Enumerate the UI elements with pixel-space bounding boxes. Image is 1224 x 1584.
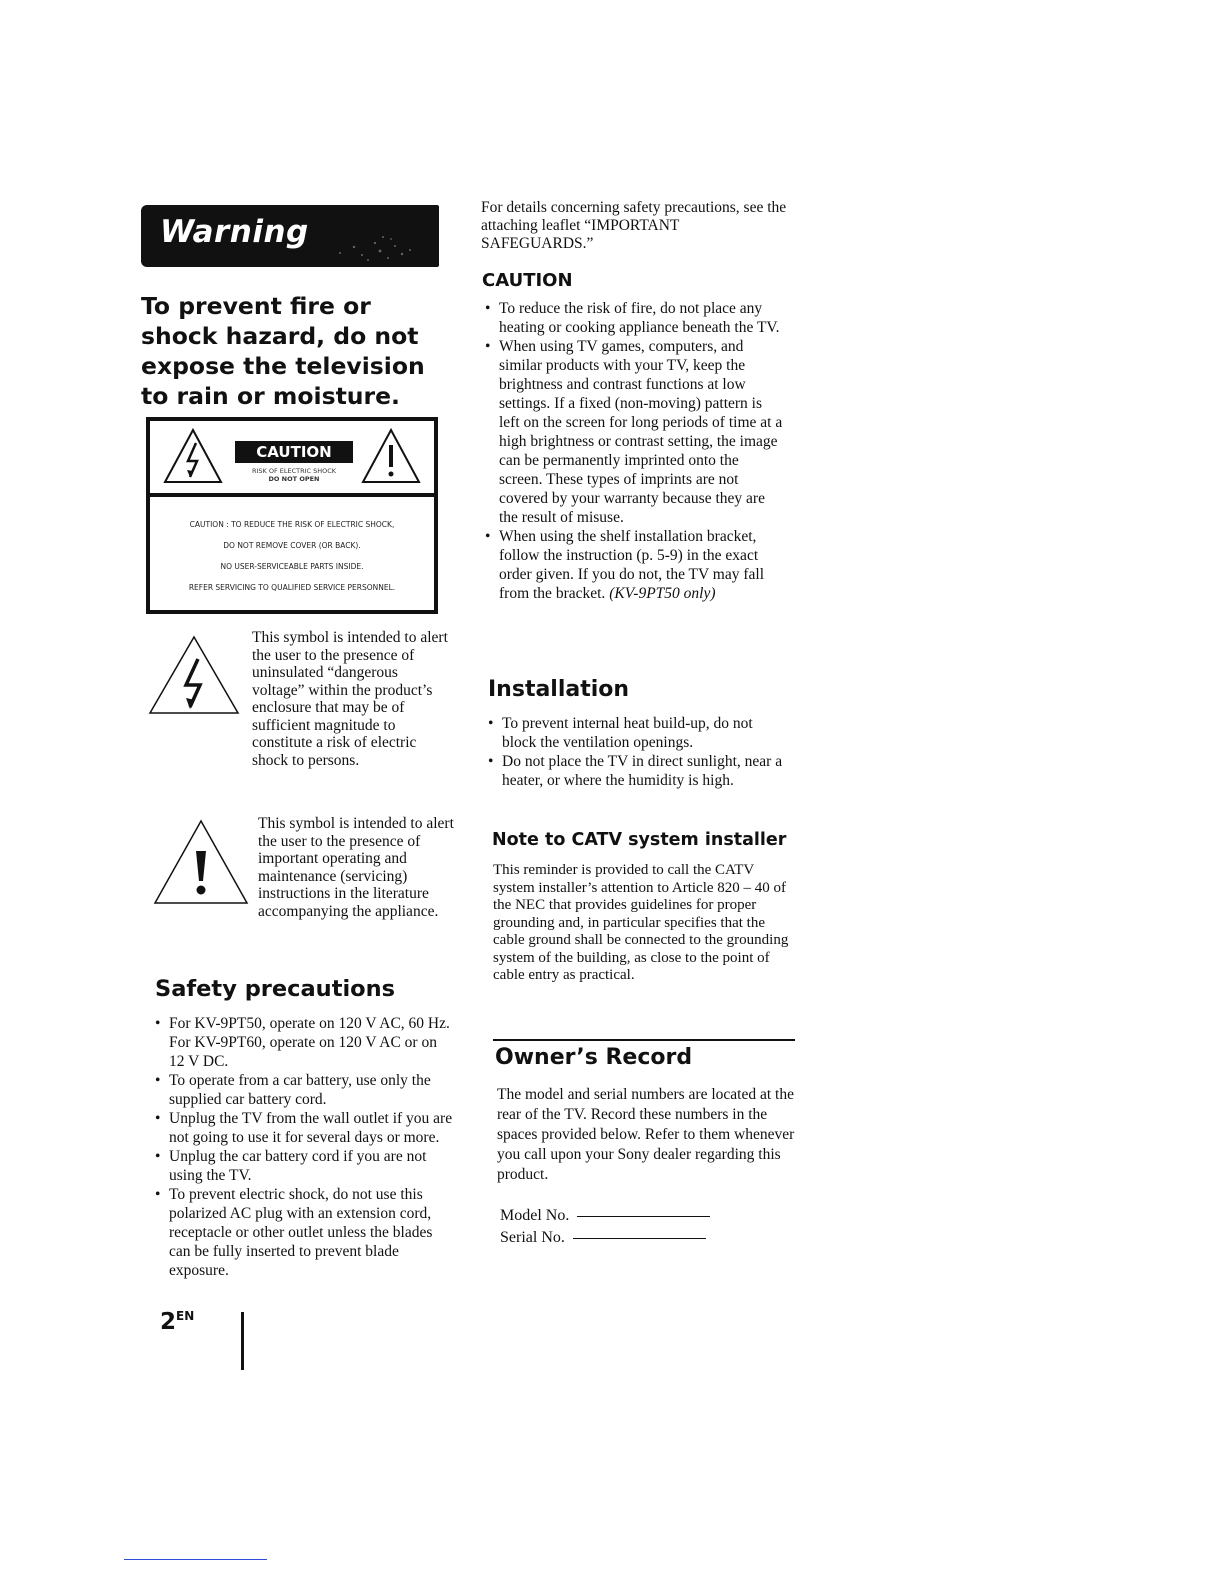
list-item: • To operate from a car battery, use only the supplied car battery cord. bbox=[155, 1071, 455, 1109]
exclamation-triangle-icon bbox=[360, 427, 422, 485]
banner-speckle-texture bbox=[320, 225, 420, 265]
list-item bbox=[485, 527, 785, 603]
caution-label-line: DO NOT REMOVE COVER (OR BACK). bbox=[223, 541, 361, 550]
owners-record-heading: Owner’s Record bbox=[495, 1045, 693, 1070]
fire-shock-warning: To prevent fire or shock hazard, do not expose the television to rain or moisture. bbox=[141, 292, 425, 410]
serial-number-label: Serial No. bbox=[500, 1229, 565, 1246]
page-number bbox=[160, 1309, 194, 1335]
lightning-triangle-icon bbox=[162, 427, 224, 485]
page-number-value: 2 bbox=[160, 1309, 177, 1335]
exclamation-symbol-description: This symbol is intended to alert the user to the presence of important operating and maintenance (servicing) instructions in the literature accompanying the appliance. bbox=[258, 815, 454, 920]
caution-badge: CAUTION bbox=[235, 441, 353, 463]
serial-number-row bbox=[500, 1229, 706, 1247]
caution-list bbox=[485, 299, 785, 603]
warning-title: Warning bbox=[160, 214, 309, 250]
lightning-symbol-icon bbox=[148, 635, 240, 715]
model-number-field[interactable] bbox=[577, 1215, 710, 1217]
caution-label-line: NO USER-SERVICEABLE PARTS INSIDE. bbox=[220, 562, 364, 571]
model-number-label: Model No. bbox=[500, 1207, 570, 1224]
caution-shock-risk-text: RISK OF ELECTRIC SHOCK bbox=[251, 467, 337, 475]
safety-precautions-heading: Safety precautions bbox=[155, 976, 396, 1002]
footer-rule bbox=[124, 1559, 267, 1560]
list-item: • To reduce the risk of fire, do not place any heating or cooking appliance beneath the TV. bbox=[485, 299, 785, 337]
caution-label-line: CAUTION : TO REDUCE THE RISK OF ELECTRIC SHOCK, bbox=[189, 520, 395, 529]
owners-record-text: The model and serial numbers are located at the rear of the TV. Record these numbers in the spaces provided below. Refer to them whenever you call upon your Sony dealer regarding this product. bbox=[497, 1086, 795, 1183]
list-item-text: When using the shelf installation bracket, follow the instruction (p. 5-9) in the exact order given. If you do not, the TV may fall from the bracket. bbox=[499, 528, 765, 602]
list-item: • Unplug the car battery cord if you are not using the TV. bbox=[155, 1147, 455, 1185]
caution-do-not-open-text: DO NOT OPEN bbox=[268, 475, 320, 483]
list-item: • When using TV games, computers, and similar products with your TV, keep the brightness and contrast functions at low settings. If a fixed (non-moving) pattern is left on the screen for long periods of time at a high brightness or contrast setting, the image can be permanently imprinted onto the screen. These types of imprints are not covered by your warranty because they are the result of misuse. bbox=[485, 337, 785, 527]
catv-installer-heading: Note to CATV system installer bbox=[492, 830, 787, 850]
safeguards-reference: For details concerning safety precautions, see the attaching leaflet “IMPORTANT SAFEGUARDS.” bbox=[481, 199, 787, 252]
catv-installer-note: This reminder is provided to call the CATV system installer’s attention to Article 820 – 40 of the NEC that provides guidelines for proper grounding and, in particular specifies that the cable ground shall be connected to the grounding system of the building, as close to the point of cable entry as practical. bbox=[493, 862, 789, 983]
safety-precautions-list bbox=[155, 1014, 455, 1280]
model-number-row bbox=[500, 1207, 710, 1225]
list-item: • Unplug the TV from the wall outlet if you are not going to use it for several days or more. bbox=[155, 1109, 455, 1147]
page-margin-bar bbox=[241, 1312, 244, 1370]
list-item: • To prevent internal heat build-up, do not block the ventilation openings. bbox=[488, 714, 788, 752]
caution-label-box bbox=[146, 417, 438, 614]
list-item: • For KV-9PT50, operate on 120 V AC, 60 Hz. For KV-9PT60, operate on 120 V AC or on 12 V DC. bbox=[155, 1014, 455, 1071]
page-language-suffix: EN bbox=[176, 1309, 195, 1323]
list-item: • Do not place the TV in direct sunlight, near a heater, or where the humidity is high. bbox=[488, 752, 788, 790]
section-divider bbox=[493, 1039, 795, 1041]
caution-label-line: REFER SERVICING TO QUALIFIED SERVICE PERSONNEL. bbox=[188, 583, 396, 592]
exclamation-symbol-icon bbox=[153, 819, 249, 905]
caution-heading: CAUTION bbox=[482, 270, 573, 291]
list-item: • To prevent electric shock, do not use this polarized AC plug with an extension cord, receptacle or other outlet unless the blades can be fully inserted to prevent blade exposure. bbox=[155, 1185, 455, 1280]
serial-number-field[interactable] bbox=[573, 1237, 706, 1239]
installation-list bbox=[488, 714, 788, 790]
model-note: (KV-9PT50 only) bbox=[609, 585, 716, 602]
lightning-symbol-description: This symbol is intended to alert the user to the presence of uninsulated “dangerous voltage” within the product’s enclosure that may be of sufficient magnitude to constitute a risk of electric shock to persons. bbox=[252, 629, 448, 769]
installation-heading: Installation bbox=[488, 677, 630, 702]
